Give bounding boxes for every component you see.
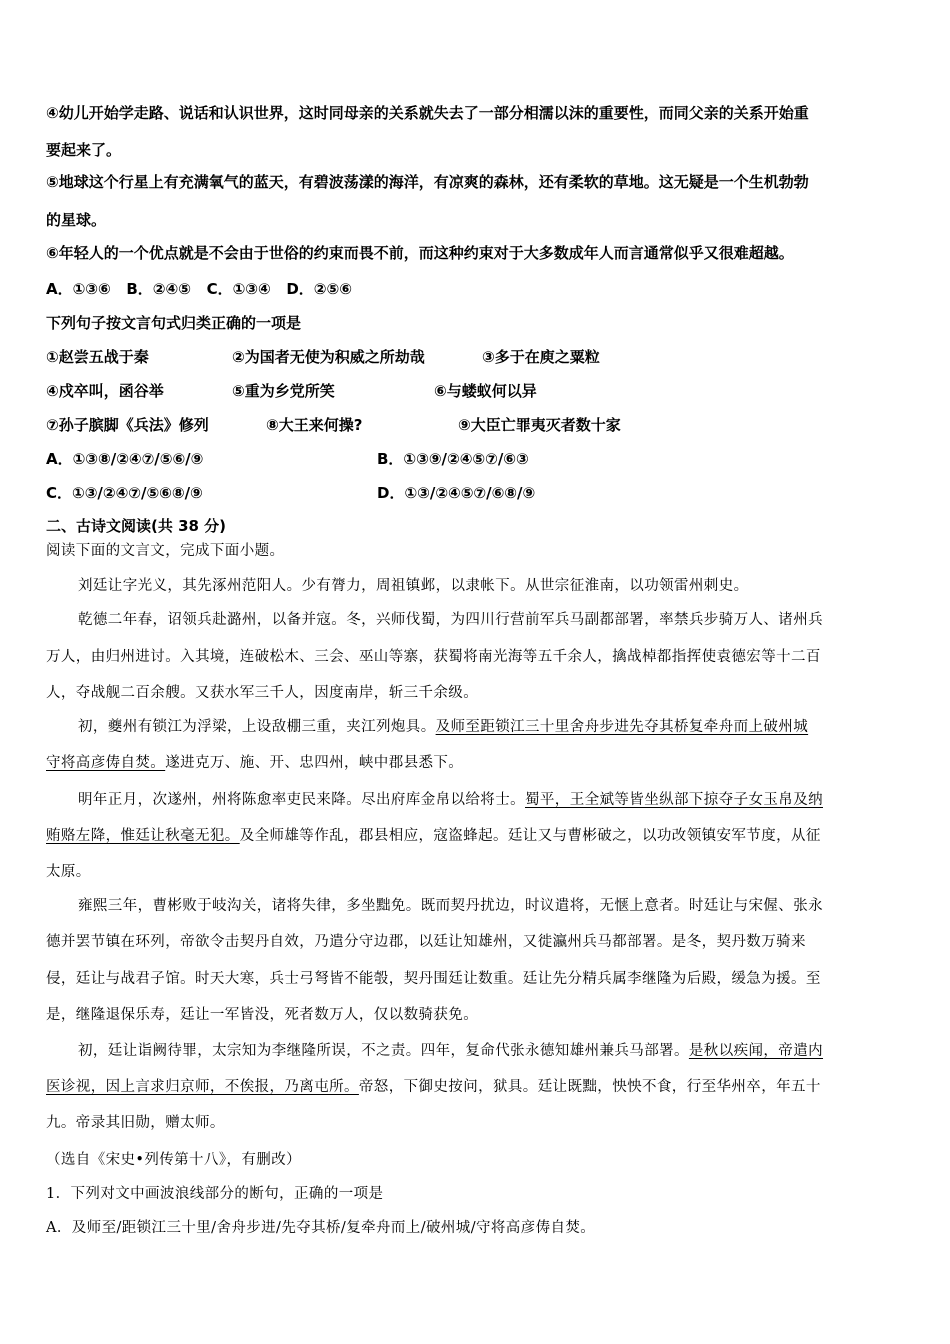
answer-b: B．①③⑨/②④⑤⑦/⑥③ — [377, 450, 529, 468]
option-item-4-line-1: ④幼儿开始学走路、说话和认识世界，这时同母亲的关系就失去了一部分相濡以沫的重要性，而同父亲的关系开始重 — [46, 104, 809, 122]
passage-p4-text: 明年正月，次遂州，州将陈愈率吏民来降。尽出府库金帛以给将士。 — [78, 792, 525, 808]
passage-p5-line-2: 德并罢节镇在环列，帝欲令击契丹自效，乃遣分守边郡，以廷让知雄州，又徙瀛州兵马都部署。是冬，契丹数万骑来 — [46, 934, 806, 950]
passage-p4-line-3: 太原。 — [46, 864, 91, 880]
passage-p3-line-1 — [78, 717, 808, 737]
passage-p3-text: 初，夔州有锁江为浮梁，上设敌棚三重，夹江列炮具。 — [78, 719, 436, 735]
underlined-sentence-2: 是秋以疾闻，帝遣内 — [688, 1043, 824, 1059]
option-item-5-line-2: 的星球。 — [46, 211, 107, 229]
passage-p5-line-4: 是，继隆退保乐寿，廷让一军皆没，死者数万人，仅以数骑获免。 — [46, 1007, 479, 1023]
answer-d: D．①③/②④⑤⑦/⑥⑧/⑨ — [377, 484, 536, 502]
underlined-sentence: 蜀平，王全斌等皆坐纵部下掠夺子女玉帛及纳 — [525, 792, 823, 808]
passage-p6-text: 初，廷让诣阙待罪，太宗知为李继隆所误，不之责。四年，复命代张永德知雄州兼兵马部署。 — [78, 1043, 689, 1059]
passage-p4-text-mid: 及全师雄等作乱，郡县相应，寇盗蜂起。廷让又与曹彬破之，以功改领镇安军节度，从征 — [239, 828, 821, 844]
sentence-2: ②为国者无使为积威之所劫哉 — [232, 348, 425, 366]
classify-question-stem: 下列句子按文言句式归类正确的一项是 — [46, 314, 302, 332]
underlined-sentence-end: 贿赂左降，惟廷让秋毫无犯。 — [46, 828, 240, 844]
passage-p1: 刘廷让字光义，其先涿州范阳人。少有膂力，周祖镇邺，以隶帐下。从世宗征淮南，以功领雷州刺史。 — [78, 578, 749, 594]
passage-p6-text-mid: 帝怒，下御史按问，狱具。廷让既黜，怏怏不食，行至华州卒，年五十 — [358, 1079, 821, 1095]
section-heading: 二、古诗文阅读(共 38 分) — [46, 517, 227, 535]
sentence-9: ⑨大臣亡罪夷灭者数十家 — [458, 416, 621, 434]
sentence-5: ⑤重为乡党所笑 — [232, 382, 335, 400]
passage-source: （选自《宋史•列传第十八》，有删改） — [46, 1152, 302, 1168]
wavy-underline-segment: 及师至距锁江三十里舍舟步进先夺其桥复牵舟而上破州城 — [435, 719, 809, 735]
answer-choices: A．①③⑥ B．②④⑤ C．①③④ D．②⑤⑥ — [46, 280, 352, 298]
passage-p2-line-1: 乾德二年春，诏领兵赴潞州，以备并寇。冬，兴师伐蜀，为四川行营前军兵马副都部署，率禁兵步骑万人、诸州兵 — [78, 612, 823, 628]
answer-c: C．①③/②④⑦/⑤⑥⑧/⑨ — [46, 484, 203, 502]
reading-instruction: 阅读下面的文言文，完成下面小题。 — [46, 543, 285, 559]
passage-p2-line-3: 人，夺战舰二百余艘。又获水军三千人，因度南岸，斩三千余级。 — [46, 685, 479, 701]
underlined-sentence-2-end: 医诊视，因上言求归京师，不俟报，乃离屯所。 — [46, 1079, 359, 1095]
sentence-7: ⑦孙子膑脚《兵法》修列 — [46, 416, 209, 434]
classify-row-1 — [46, 347, 926, 369]
sentence-4: ④戍卒叫，函谷举 — [46, 382, 164, 400]
passage-p3-line-2 — [46, 753, 463, 773]
passage-p3-text-end: 遂进克万、施、开、忠四州，峡中郡县悉下。 — [165, 755, 464, 771]
answer-a: A．①③⑧/②④⑦/⑤⑥/⑨ — [46, 450, 204, 468]
passage-p4-line-2 — [46, 826, 821, 846]
passage-p6-line-2 — [46, 1077, 821, 1097]
passage-p6-line-1 — [78, 1041, 823, 1061]
passage-p6-line-3: 九。帝录其旧勋，赠太师。 — [46, 1115, 225, 1131]
sentence-1: ①赵尝五战于秦 — [46, 348, 149, 366]
sentence-8: ⑧大王来何操? — [266, 416, 363, 434]
question-1-option-a: A．及师至/距锁江三十里/舍舟步进/先夺其桥/复牵舟而上/破州城/守将高彦俦自焚。 — [46, 1220, 596, 1236]
classify-row-3 — [46, 415, 926, 437]
classify-row-2 — [46, 381, 926, 403]
sentence-3: ③多于在庾之粟粒 — [482, 348, 600, 366]
wavy-underline-segment-end: 守将高彦俦自焚。 — [46, 755, 166, 771]
passage-p2-line-2: 万人，由归州进讨。入其境，连破松木、三会、巫山等寨，获蜀将南光海等五千余人，擒战棹都指挥使袁德宏等十二百 — [46, 649, 821, 665]
option-item-5-line-1: ⑤地球这个行星上有充满氧气的蓝天，有碧波荡漾的海洋，有凉爽的森林，还有柔软的草地。这无疑是一个生机勃勃 — [46, 173, 809, 191]
option-item-6-line-1: ⑥年轻人的一个优点就是不会由于世俗的约束而畏不前，而这种约束对于大多数成年人而言通常似乎又很难超越。 — [46, 244, 794, 262]
passage-p5-line-1: 雍熙三年，曹彬败于岐沟关，诸将失律，多坐黜免。既而契丹扰边，时议遣将，无惬上意者。时廷让与宋偓、张永 — [78, 898, 823, 914]
sentence-6: ⑥与蝼蚁何以异 — [434, 382, 537, 400]
passage-p4-line-1 — [78, 790, 823, 810]
question-1-stem: 1．下列对文中画波浪线部分的断句，正确的一项是 — [46, 1186, 384, 1202]
passage-p5-line-3: 侵，廷让与战君子馆。时天大寒，兵士弓弩皆不能彀，契丹围廷让数重。廷让先分精兵属李继隆为后殿，缓急为援。至 — [46, 971, 821, 987]
option-item-4-line-2: 要起来了。 — [46, 141, 122, 159]
